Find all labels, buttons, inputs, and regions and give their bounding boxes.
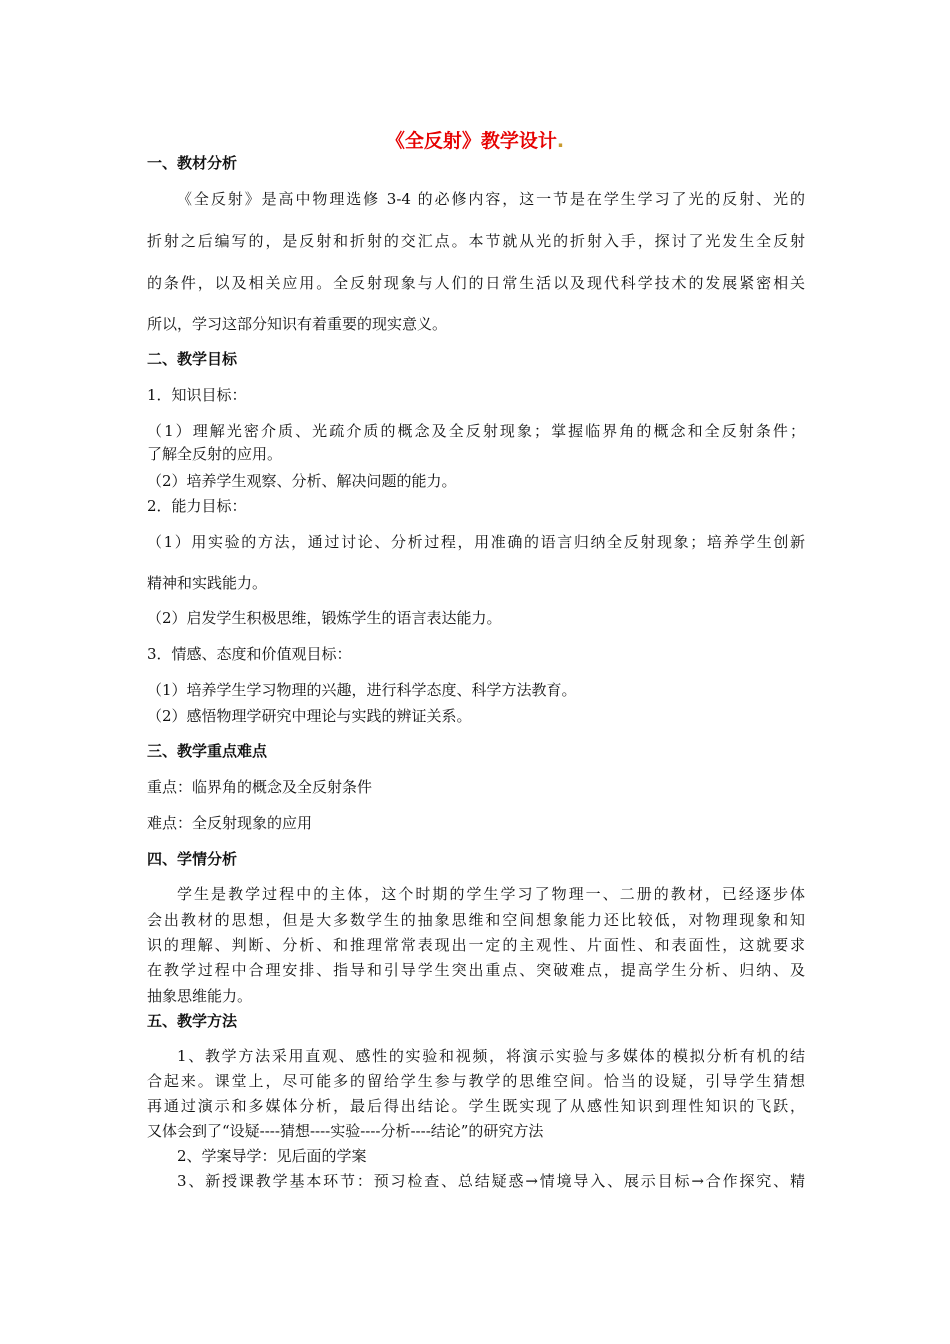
section-heading-3: 三、教学重点难点 [147, 742, 268, 760]
emotion-goal-title: 3．情感、态度和价值观目标： [147, 645, 352, 663]
section-heading-2: 二、教学目标 [147, 350, 238, 368]
difficult-point: 难点：全反射现象的应用 [147, 814, 313, 832]
paragraph-line: 识的理解、判断、分析、和推理常常表现出一定的主观性、片面性、和表面性，这就要求 [147, 936, 805, 954]
section-heading-5: 五、教学方法 [147, 1012, 238, 1030]
paragraph-line: 1、教学方法采用直观、感性的实验和视频，将演示实验与多媒体的模拟分析有机的结 [177, 1047, 805, 1065]
section-heading-4: 四、学情分析 [147, 850, 238, 868]
key-point: 重点：临界角的概念及全反射条件 [147, 778, 373, 796]
paragraph-line: 再通过演示和多媒体分析，最后得出结论。学生既实现了从感性知识到理性知识的飞跃， [147, 1097, 805, 1115]
paragraph-line: 合起来。课堂上，尽可能多的留给学生参与教学的思维空间。恰当的设疑，引导学生猜想 [147, 1072, 805, 1090]
method-item-3: 3、新授课教学基本环节：预习检查、总结疑惑→情境导入、展示目标→合作探究、精 [177, 1172, 805, 1190]
paragraph-line: 《全反射》是高中物理选修 3-4 的必修内容，这一节是在学生学习了光的反射、光的 [177, 190, 805, 208]
paragraph-line: 的条件，以及相关应用。全反射现象与人们的日常生活以及现代科学技术的发展紧密相关 [147, 274, 805, 292]
paragraph-line: 会出教材的思想，但是大多数学生的抽象思维和空间想象能力还比较低，对物理现象和知 [147, 911, 805, 929]
method-item-2: 2、学案导学：见后面的学案 [177, 1147, 367, 1165]
knowledge-goal-1: （1）理解光密介质、光疏介质的概念及全反射现象；掌握临界角的概念和全反射条件； [147, 422, 805, 440]
title-mark: . [556, 130, 565, 152]
ability-goal-1-cont: 精神和实践能力。 [147, 574, 268, 592]
paragraph-line: 所以，学习这部分知识有着重要的现实意义。 [147, 315, 448, 333]
knowledge-goal-title: 1．知识目标： [147, 386, 247, 404]
paragraph-line: 又体会到了“设疑----猜想----实验----分析----结论”的研究方法 [147, 1122, 544, 1140]
section-heading-1: 一、教材分析 [147, 154, 238, 172]
emotion-goal-2: （2）感悟物理学研究中理论与实践的辨证关系。 [147, 707, 472, 725]
knowledge-goal-1-cont: 了解全反射的应用。 [147, 445, 283, 463]
paragraph-line: 折射之后编写的，是反射和折射的交汇点。本节就从光的折射入手，探讨了光发生全反射 [147, 232, 805, 250]
paragraph-line: 在教学过程中合理安排、指导和引导学生突出重点、突破难点，提高学生分析、归纳、及 [147, 961, 805, 979]
ability-goal-2: （2）启发学生积极思维，锻炼学生的语言表达能力。 [147, 609, 502, 627]
ability-goal-title: 2．能力目标： [147, 497, 247, 515]
paragraph-line: 学生是教学过程中的主体，这个时期的学生学习了物理一、二册的教材，已经逐步体 [177, 885, 805, 903]
emotion-goal-1: （1）培养学生学习物理的兴趣，进行科学态度、科学方法教育。 [147, 681, 577, 699]
document-title [0, 126, 950, 153]
knowledge-goal-2: （2）培养学生观察、分析、解决问题的能力。 [147, 472, 457, 490]
paragraph-line: 抽象思维能力。 [147, 987, 253, 1005]
ability-goal-1: （1）用实验的方法，通过讨论、分析过程，用准确的语言归纳全反射现象；培养学生创新 [147, 533, 805, 551]
title-text: 《全反射》教学设计 [385, 130, 557, 152]
